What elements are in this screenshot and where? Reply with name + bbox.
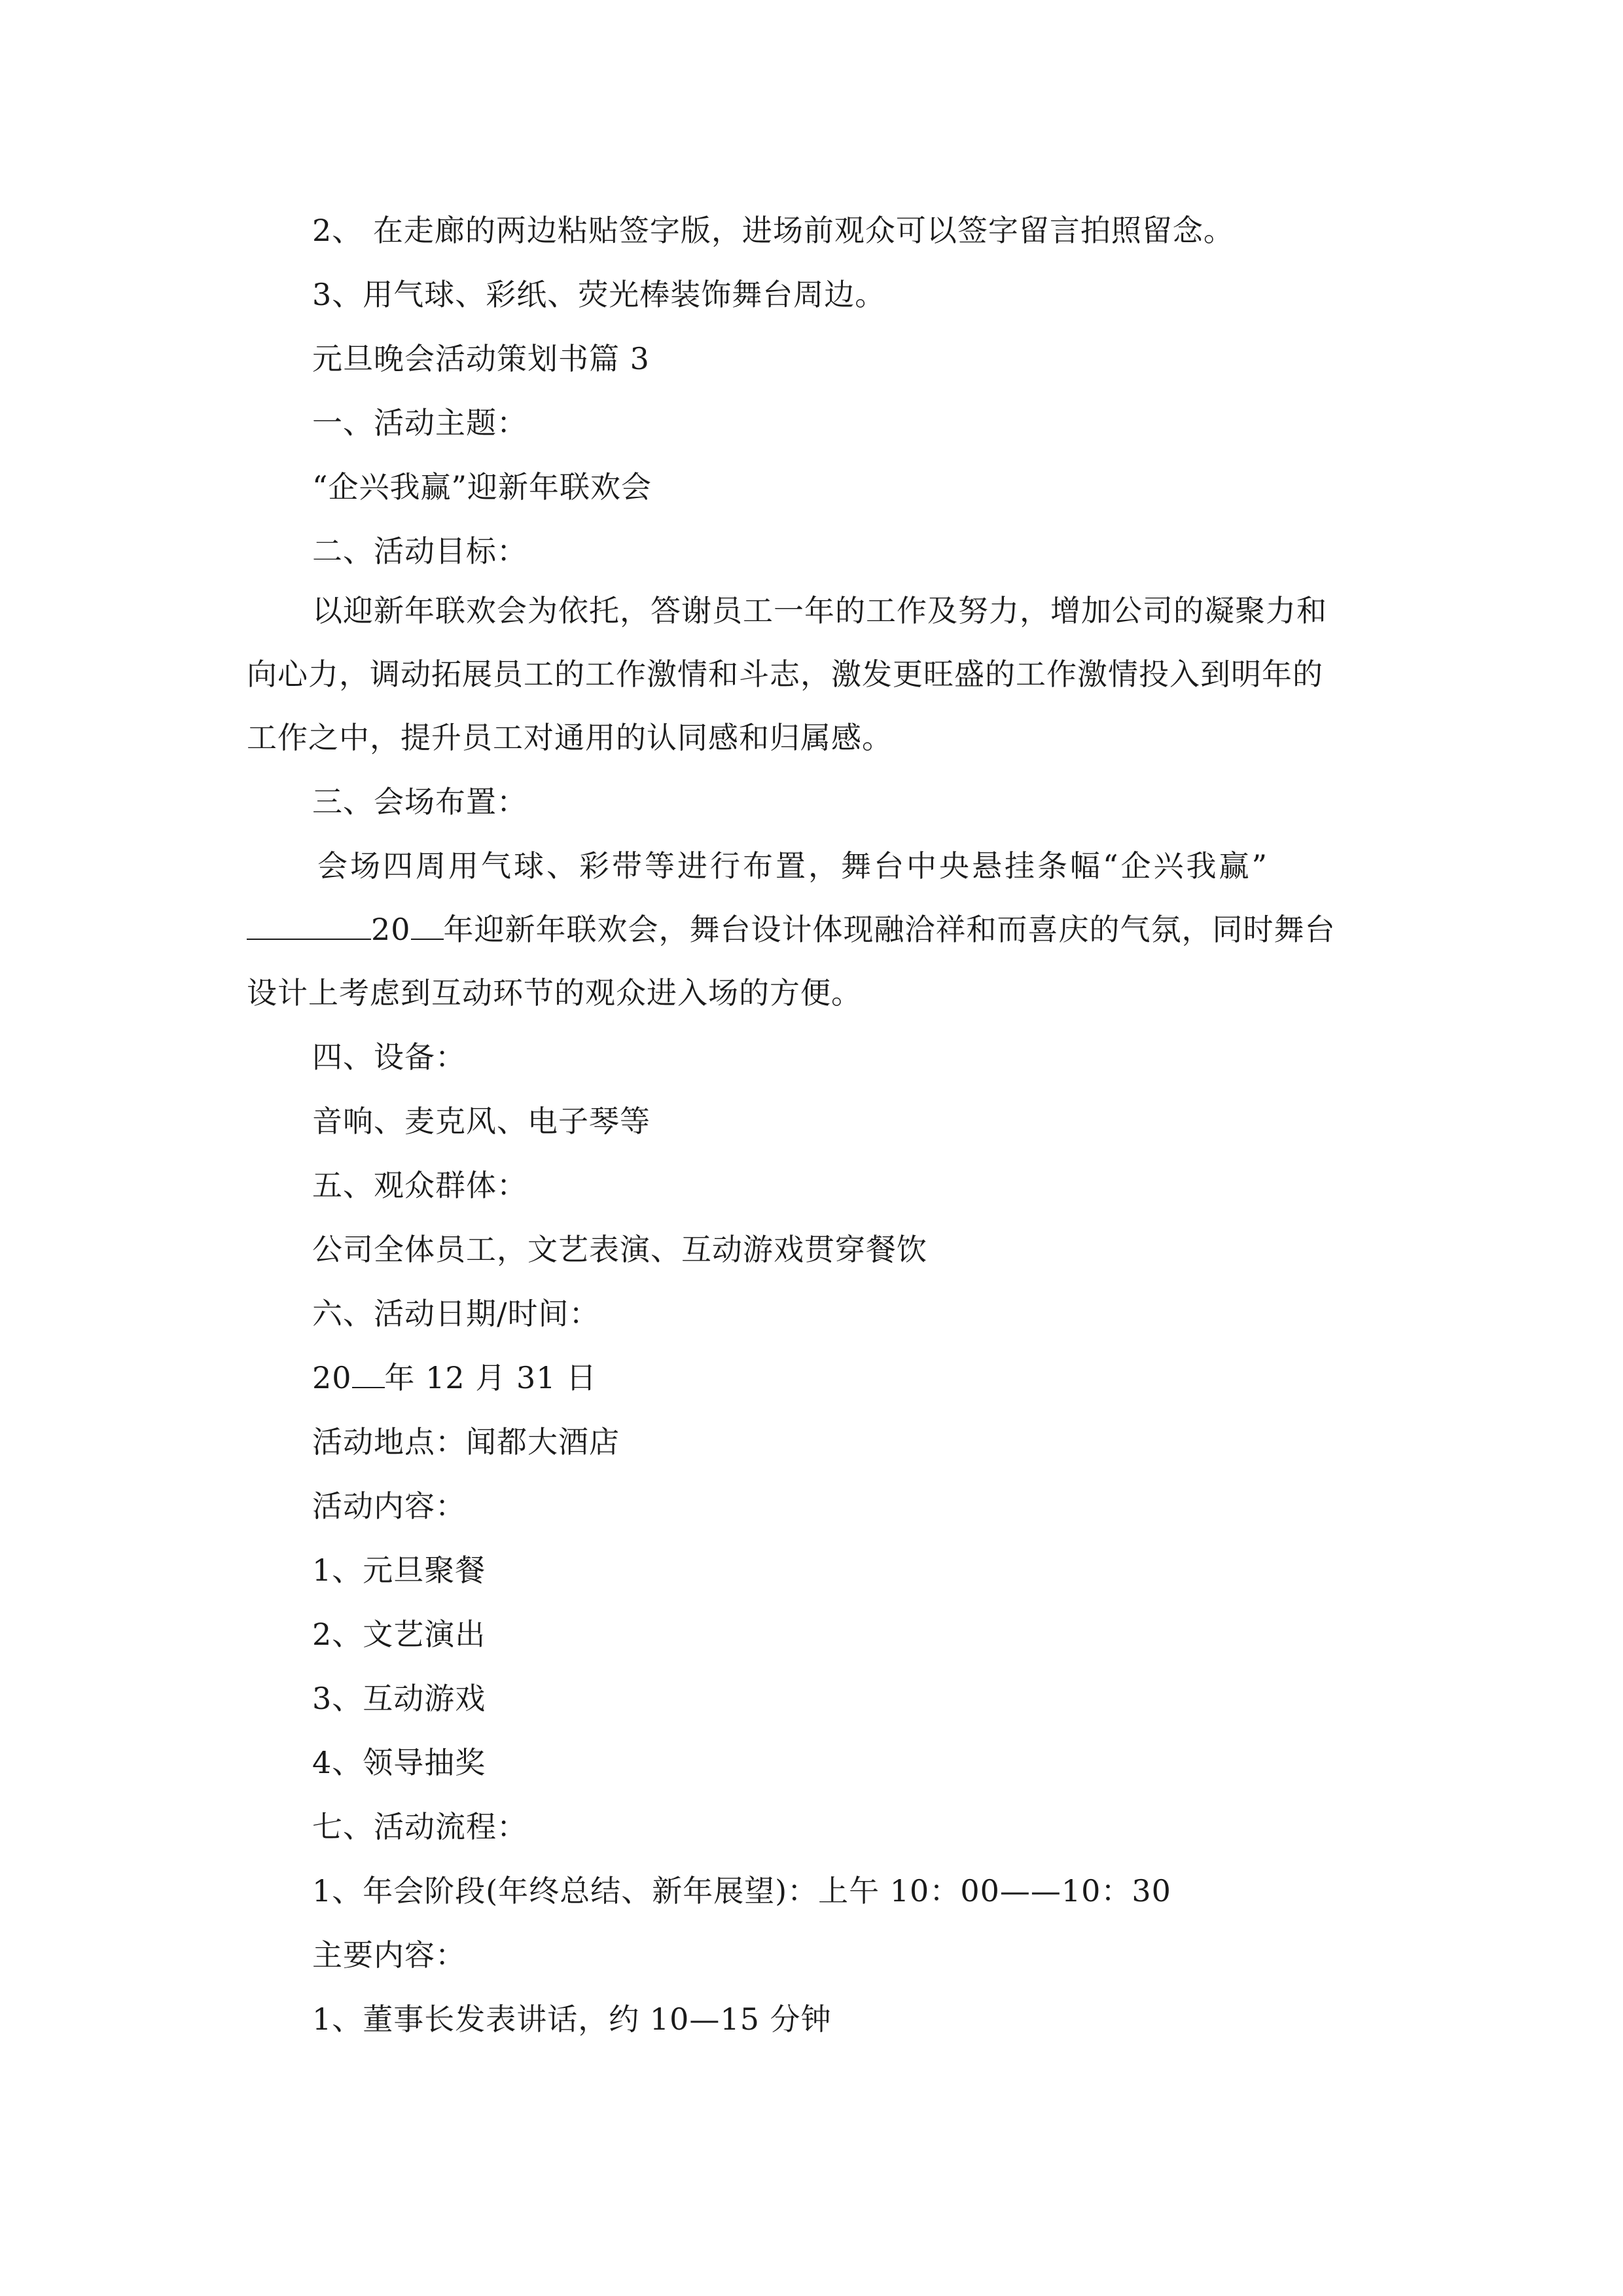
main-content-item-1: 1、董事长发表讲话，约 10—15 分钟	[312, 2001, 832, 2037]
text-equipment: 音响、麦克风、电子琴等	[312, 1103, 651, 1139]
venue-year-prefix: 20	[371, 912, 411, 947]
venue-line-3: 设计上考虑到互动环节的观众进入场的方便。	[247, 975, 862, 1011]
section-title: 元旦晚会活动策划书篇 3	[312, 341, 650, 376]
list-item-4: 4、领导抽奖	[312, 1745, 486, 1780]
blank-underline	[411, 912, 444, 940]
list-item-2: 2、文艺演出	[312, 1617, 486, 1652]
date-rest: 年 12 月 31 日	[384, 1360, 597, 1395]
heading-main-content: 主要内容：	[312, 1937, 466, 1973]
venue-line-1: 会场四周用气球、彩带等进行布置，舞台中央悬挂条幅“企兴我赢”	[317, 848, 1270, 884]
heading-content: 活动内容：	[312, 1488, 466, 1524]
text-line-decoration-3: 3、用气球、彩纸、荧光棒装饰舞台周边。	[312, 277, 886, 312]
heading-date: 六、活动日期/时间：	[312, 1296, 600, 1331]
list-item-3: 3、互动游戏	[312, 1681, 486, 1716]
text-location: 活动地点：闻都大酒店	[312, 1424, 620, 1460]
heading-process: 七、活动流程：	[312, 1809, 527, 1844]
text-audience: 公司全体员工，文艺表演、互动游戏贯穿餐饮	[312, 1232, 927, 1267]
goal-line-1: 以迎新年联欢会为依托，答谢员工一年的工作及努力，增加公司的凝聚力和	[312, 593, 1327, 628]
blank-underline	[247, 912, 371, 940]
list-item-1: 1、元旦聚餐	[312, 1552, 486, 1588]
text-line-decoration-2: 2、 在走廊的两边粘贴签字版，进场前观众可以签字留言拍照留念。	[312, 213, 1234, 248]
date-year-prefix: 20	[312, 1360, 352, 1395]
heading-theme: 一、活动主题：	[312, 405, 527, 440]
venue-line-2-text: 年迎新年联欢会，舞台设计体现融洽祥和而喜庆的气氛，同时舞台	[443, 912, 1336, 947]
text-theme: “企兴我赢”迎新年联欢会	[312, 469, 652, 505]
text-date	[312, 1358, 597, 1397]
blank-underline	[352, 1361, 385, 1388]
venue-line-2	[247, 910, 1336, 949]
goal-line-2: 向心力，调动拓展员工的工作激情和斗志，激发更旺盛的工作激情投入到明年的	[247, 656, 1323, 692]
heading-goal: 二、活动目标：	[312, 533, 527, 569]
heading-equipment: 四、设备：	[312, 1039, 466, 1075]
heading-venue: 三、会场布置：	[312, 784, 527, 819]
goal-line-3: 工作之中，提升员工对通用的认同感和归属感。	[247, 720, 893, 755]
process-step-1: 1、年会阶段(年终总结、新年展望)：上午 10：00——10：30	[312, 1873, 1171, 1909]
heading-audience: 五、观众群体：	[312, 1168, 527, 1203]
